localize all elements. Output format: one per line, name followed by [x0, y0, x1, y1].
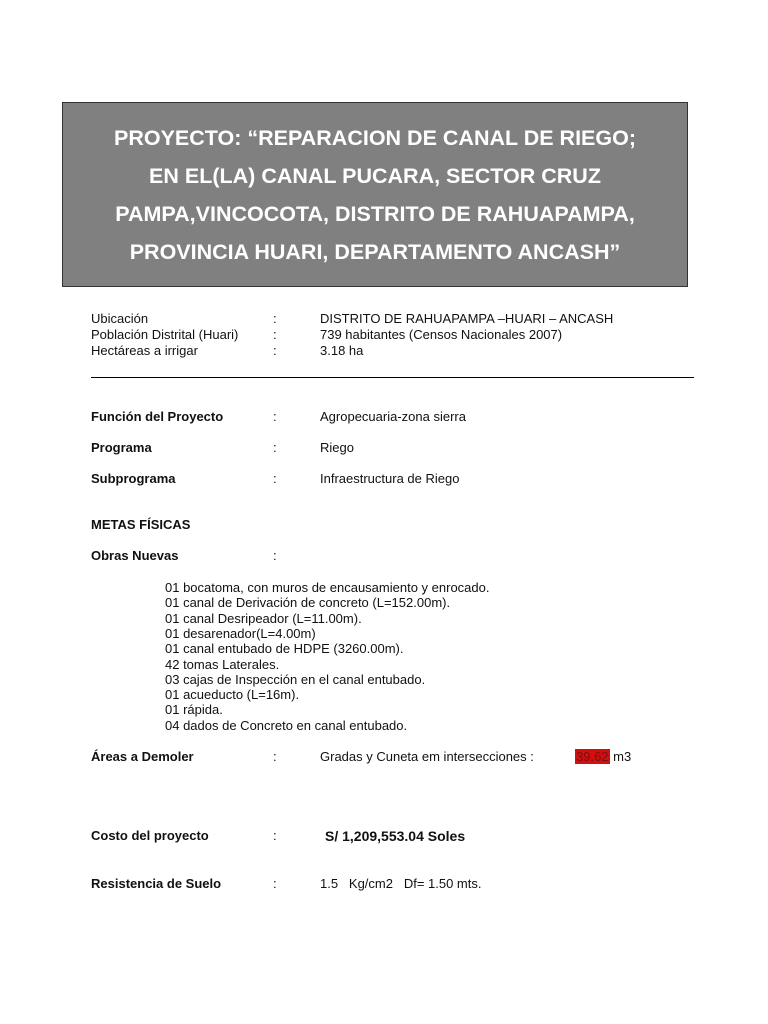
poblacion-colon: : [273, 327, 277, 342]
obra-item: 01 rápida. [165, 702, 223, 717]
obra-item: 01 bocatoma, con muros de encausamiento y enrocado. [165, 580, 490, 595]
obras-colon: : [273, 548, 277, 563]
project-title-box [62, 102, 688, 287]
demoler-unit: m3 [613, 749, 632, 764]
demoler-value: Gradas y Cuneta em intersecciones : [320, 749, 534, 764]
project-title-line-2: EN EL(LA) CANAL PUCARA, SECTOR CRUZ [149, 163, 601, 188]
section-divider [91, 377, 694, 378]
funcion-colon: : [273, 409, 277, 424]
obra-item: 04 dados de Concreto en canal entubado. [165, 718, 408, 733]
funcion-value: Agropecuaria-zona sierra [320, 409, 466, 424]
project-title-line-3: PAMPA,VINCOCOTA, DISTRITO DE RAHUAPAMPA, [115, 201, 635, 226]
project-title-line-1: PROYECTO: “REPARACION DE CANAL DE RIEGO; [113, 125, 636, 150]
funcion-label: Función del Proyecto [91, 409, 224, 424]
hectareas-colon: : [273, 343, 277, 358]
obra-item: 03 cajas de Inspección en el canal entubado. [165, 672, 426, 687]
demoler-colon: : [273, 749, 277, 764]
obra-item: 01 canal entubado de HDPE (3260.00m). [165, 641, 404, 656]
programa-value: Riego [320, 440, 354, 455]
project-title-line-4: PROVINCIA HUARI, DEPARTAMENTO ANCASH” [129, 239, 621, 264]
demoler-label: Áreas a Demoler [91, 749, 194, 764]
demoler-amount-highlight: 39.62 [576, 749, 609, 764]
suelo-value: 1.5 Kg/cm2 Df= 1.50 mts. [320, 876, 482, 891]
obras-label: Obras Nuevas [91, 548, 179, 563]
obra-item: 01 acueducto (L=16m). [165, 687, 300, 702]
hectareas-value: 3.18 ha [320, 343, 364, 358]
obra-item: 01 canal de Derivación de concreto (L=152.00m). [165, 595, 451, 610]
ubicacion-label: Ubicación [91, 311, 149, 326]
costo-colon: : [273, 828, 277, 843]
hectareas-label: Hectáreas a irrigar [91, 343, 198, 358]
ubicacion-value: DISTRITO DE RAHUAPAMPA –HUARI – ANCASH [320, 311, 614, 326]
subprograma-value: Infraestructura de Riego [320, 471, 460, 486]
programa-colon: : [273, 440, 277, 455]
poblacion-value: 739 habitantes (Censos Nacionales 2007) [320, 327, 563, 342]
demoler-amount-group [575, 749, 631, 764]
suelo-label: Resistencia de Suelo [91, 876, 222, 891]
metas-heading: METAS FÍSICAS [91, 517, 191, 532]
costo-label: Costo del proyecto [91, 828, 209, 843]
poblacion-label: Población Distrital (Huari) [91, 327, 239, 342]
subprograma-label: Subprograma [91, 471, 176, 486]
obra-item: 01 desarenador(L=4.00m) [165, 626, 316, 641]
obra-item: 01 canal Desripeador (L=11.00m). [165, 611, 362, 626]
ubicacion-colon: : [273, 311, 277, 326]
suelo-colon: : [273, 876, 277, 891]
subprograma-colon: : [273, 471, 277, 486]
obra-item: 42 tomas Laterales. [165, 657, 280, 672]
costo-value: S/ 1,209,553.04 Soles [325, 828, 466, 844]
programa-label: Programa [91, 440, 152, 455]
